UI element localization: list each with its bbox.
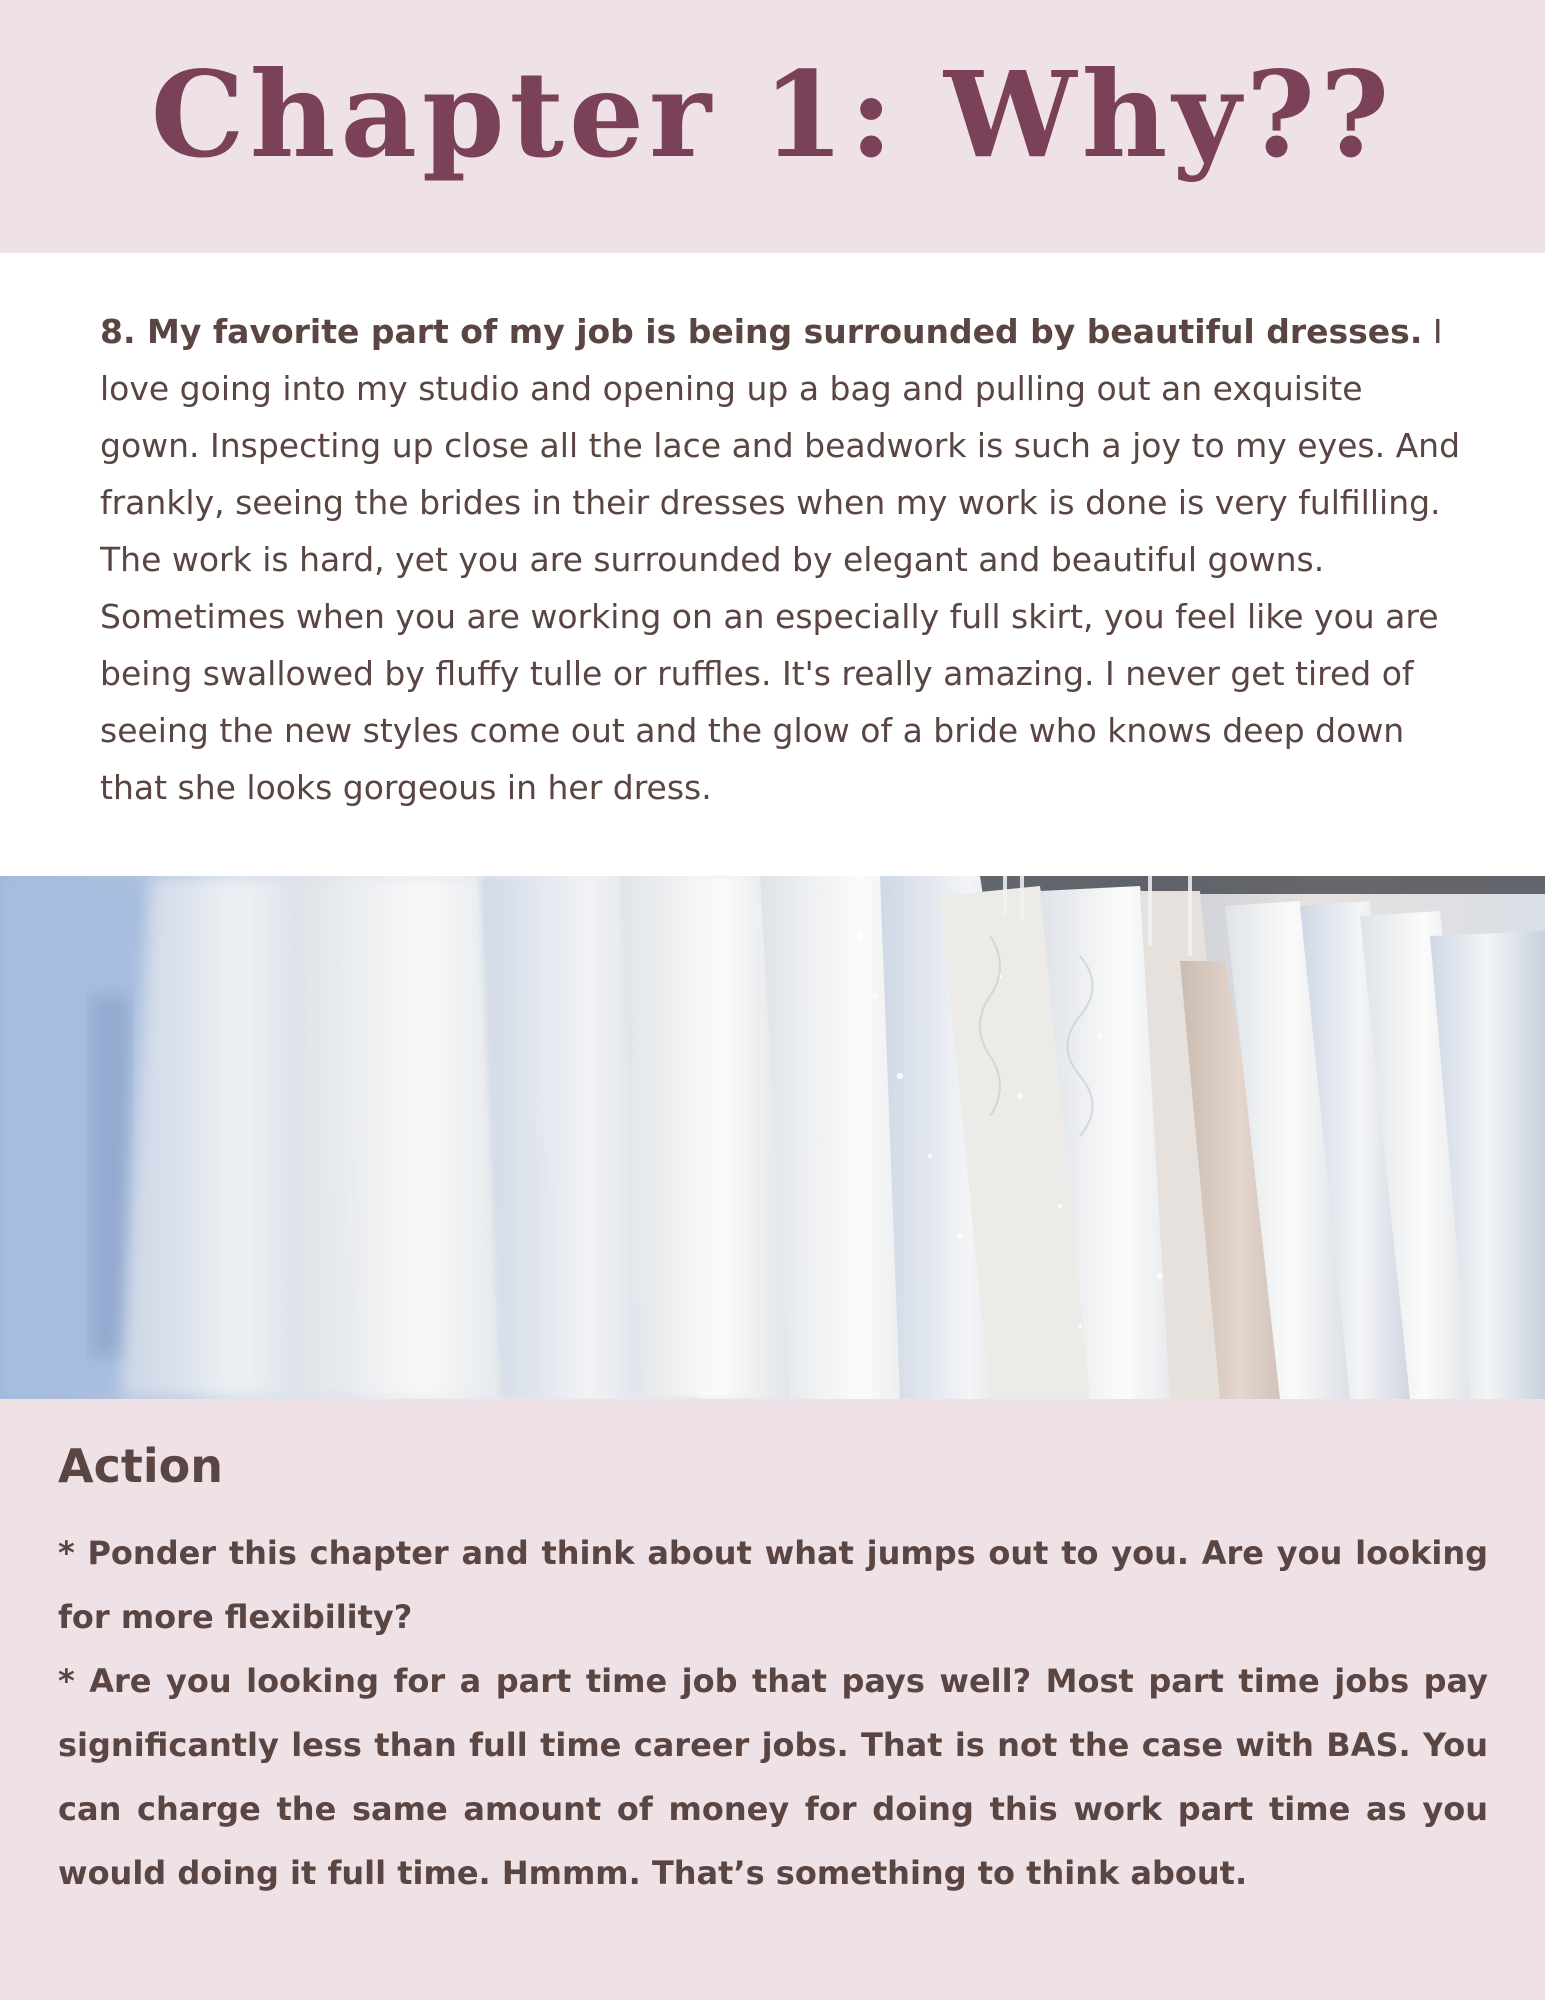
wedding-dresses-photo <box>0 876 1545 1399</box>
dress-rack-illustration <box>0 876 1545 1399</box>
intro-paragraph <box>100 303 1470 816</box>
chapter-title: Chapter 1: Why?? <box>150 45 1395 184</box>
action-section <box>0 1399 1545 2000</box>
chapter-header <box>0 0 1545 253</box>
action-heading: Action <box>58 1439 223 1493</box>
intro-body: I love going into my studio and opening up a bag and pulling out an exquisite gown. Inspecting up close all the lace and beadwork is such a joy to my eyes. And frankly, seeing the brides in their dresses when my work is done is very fulfilling. The work is hard, yet you are surrounded by elegant and beautiful gowns. Sometimes when you are working on an especially full skirt, you feel like you are being swallowed by fluffy tulle or ruffles. It's really amazing. I never get tired of seeing the new styles come out and the glow of a bride who knows deep down that she looks gorgeous in her dress. <box>100 312 1461 807</box>
action-item: * Ponder this chapter and think about what jumps out to you. Are you looking for more flexibility? <box>58 1534 1488 1636</box>
action-list <box>58 1521 1488 1905</box>
intro-section <box>0 253 1545 876</box>
intro-lead: 8. My favorite part of my job is being surrounded by beautiful dresses. <box>100 312 1423 351</box>
action-item: * Are you looking for a part time job that pays well? Most part time jobs pay significantly less than full time career jobs. That is not the case with BAS. You can charge the same amount of money for doing this work part time as you would doing it full time. Hmmm. That’s something to think about. <box>58 1662 1488 1892</box>
